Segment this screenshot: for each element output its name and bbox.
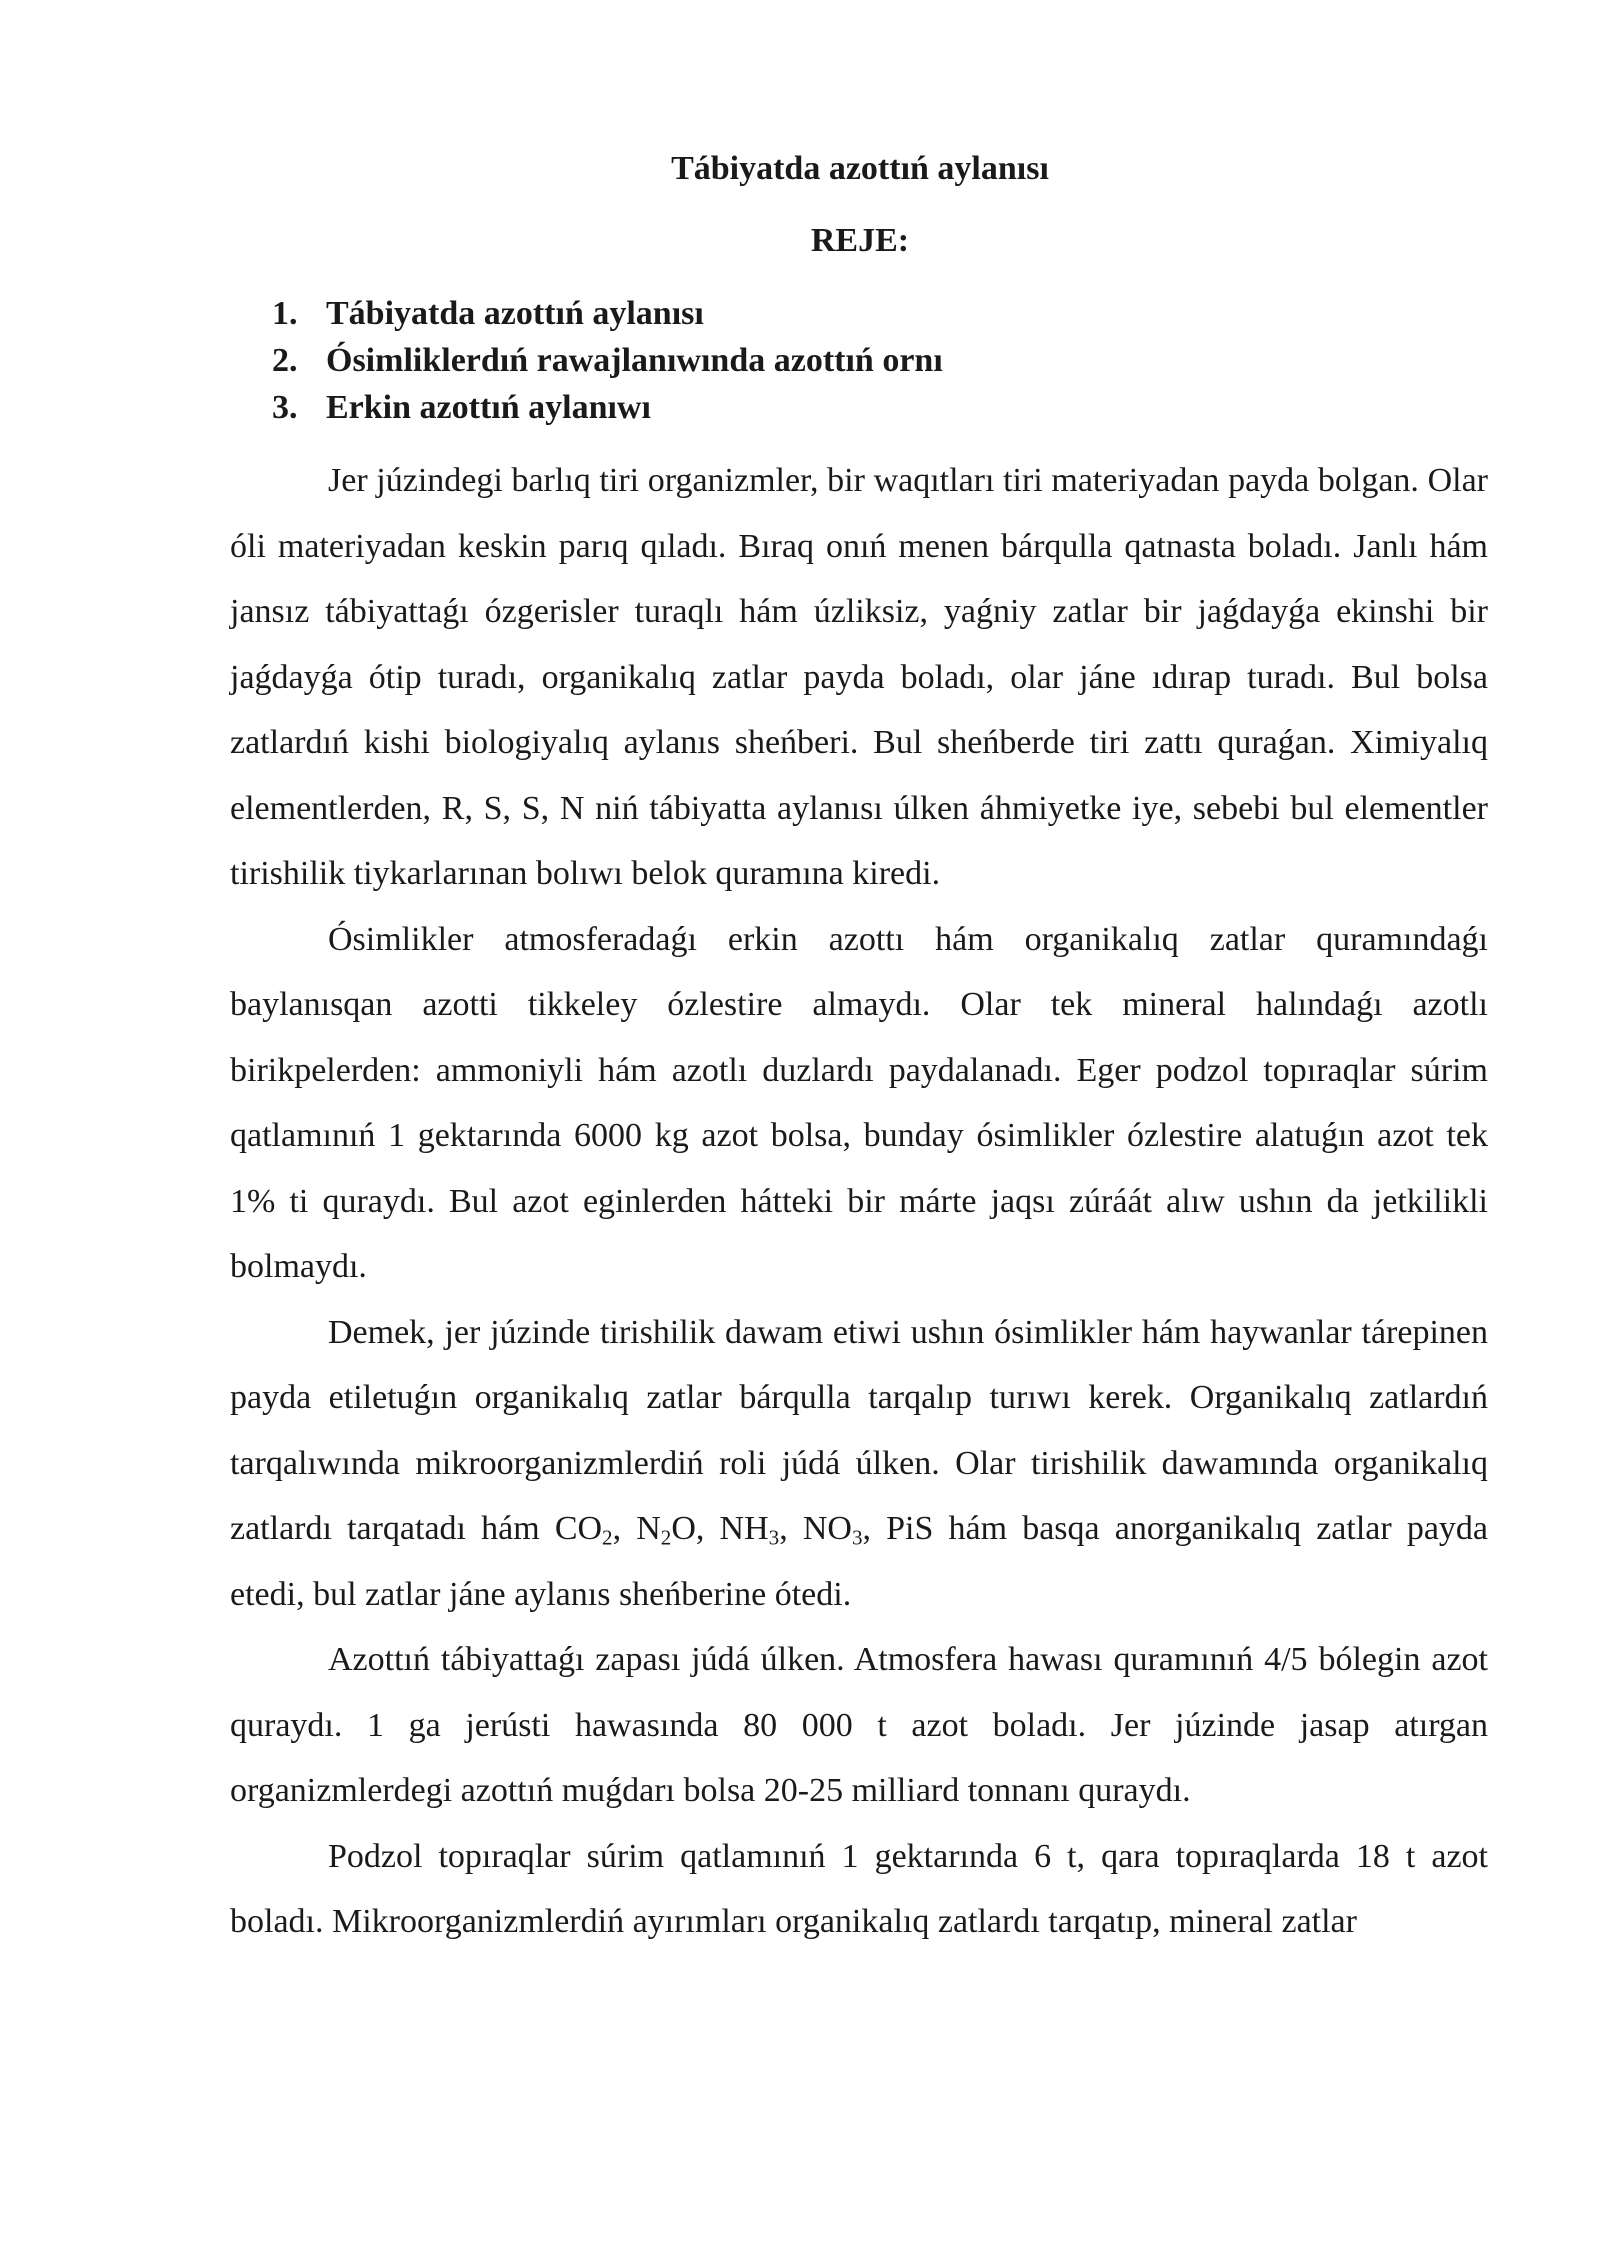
document-title: Tábiyatda azottıń aylanısı [671,150,1049,187]
formula-co2 [554,1510,613,1550]
formula-nh3 [719,1510,780,1550]
plan-item-text: Erkin azottıń aylanıwı [326,389,651,426]
formula-co2-base: CO [554,1510,603,1547]
plan-item-number: 1. [272,295,298,332]
plan-item-text: Tábiyatda azottıń aylanısı [326,295,704,332]
formula-nh3-subscript: 3 [768,1525,780,1550]
paragraph-4: Azottıń tábiyattaǵı zapası júdá úlken. Atmosfera hawası quramınıń 4/5 bólegin azot quraydı. 1 ga jerústi hawasında 80 000 t azot boladı. Jer júzinde jasap atırgan organizmlerdegi azottıń muǵdarı bolsa 20-25 milliard tonnanı quraydı. [230,1641,1488,1809]
formula-n2o-base: N [636,1510,661,1547]
paragraph-3 [230,1300,1488,1628]
plan-item [272,290,943,337]
formula-nh3-base: NH [719,1510,769,1547]
formula-n2o-tail: O [671,1510,696,1547]
plan-heading: REJE: [810,222,910,259]
formula-separator: , [695,1510,720,1547]
plan-item [272,337,943,384]
formula-separator: , [612,1510,637,1547]
formula-no3-subscript: 3 [851,1525,863,1550]
formula-no3 [802,1510,863,1550]
plan-item-number: 3. [272,389,298,426]
paragraph-3-intro: Demek, jer júzinde tirishilik dawam etiwi ushın ósimlikler hám haywanlar tárepinen payda etiletuǵın organikalıq zatlar bárqulla tarqalıp turıwı kerek. Organikalıq zatlardıń tarqalıwında mikroorganizmlerdiń roli júdá úlken. Olar tirishilik dawamında organikalıq zatlardı tarqatadı hám [230,1313,1488,1547]
formula-n2o-subscript: 2 [660,1525,672,1550]
formula-no3-base: NO [802,1510,852,1547]
formula-separator: , [779,1510,803,1547]
document-body [230,448,1488,1955]
paragraph-2: Ósimlikler atmosferadaǵı erkin azottı hám organikalıq zatlar quramındaǵı baylanısqan azotti tikkeley ózlestire almaydı. Olar tek mineral halındaǵı azotlı birikpelerden: ammoniyli hám azotlı duzlardı paydalanadı. Eger podzol topıraqlar súrim qatlamınıń 1 gektarında 6000 kg azot bolsa, bunday ósimlikler ózlestire alatuǵın azot tek 1% ti quraydı. Bul azot eginlerden hátteki bir márte jaqsı zúráát alıw ushın da jetkilikli bolmaydı. [230,920,1488,1285]
plan-item [272,384,943,431]
paragraph-5: Podzol topıraqlar súrim qatlamınıń 1 gektarında 6 t, qara topıraqlarda 18 t azot boladı. Mikroorganizmlerdiń ayırımları organikalıq zatlardı tarqatıp, mineral zatlar [230,1837,1488,1940]
plan-item-text: Ósimliklerdıń rawajlanıwında azottıń ornı [326,342,943,379]
plan-item-number: 2. [272,342,298,379]
paragraph-3-outro: , PiS hám basqa anorganikalıq zatlar payda etedi, bul zatlar jáne aylanıs sheńberine ótedi. [230,1510,1489,1613]
plan-list [272,290,943,431]
paragraph-1: Jer júzindegi barlıq tiri organizmler, bir waqıtları tiri materiyadan payda bolgan. Olar óli materiyadan keskin parıq qıladı. Bıraq onıń menen bárqulla qatnasta boladı. Janlı hám jansız tábiyattaǵı ózgerisler turaqlı hám úzliksiz, yaǵniy zatlar bir jaǵdayǵa ekinshi bir jaǵdayǵa ótip turadı, organikalıq zatlar payda boladı, olar jáne ıdırap turadı. Bul bolsa zatlardıń kishi biologiyalıq aylanıs sheńberi. Bul sheńberde tiri zattı quraǵan. Ximiyalıq elementlerden, R, S, S, N niń tábiyatta aylanısı úlken áhmiyetke iye, sebebi bul elementler tirishilik tiykarlarınan bolıwı belok quramına kiredi. [230,462,1488,892]
formula-n2o [636,1510,696,1550]
formula-co2-subscript: 2 [602,1525,613,1550]
